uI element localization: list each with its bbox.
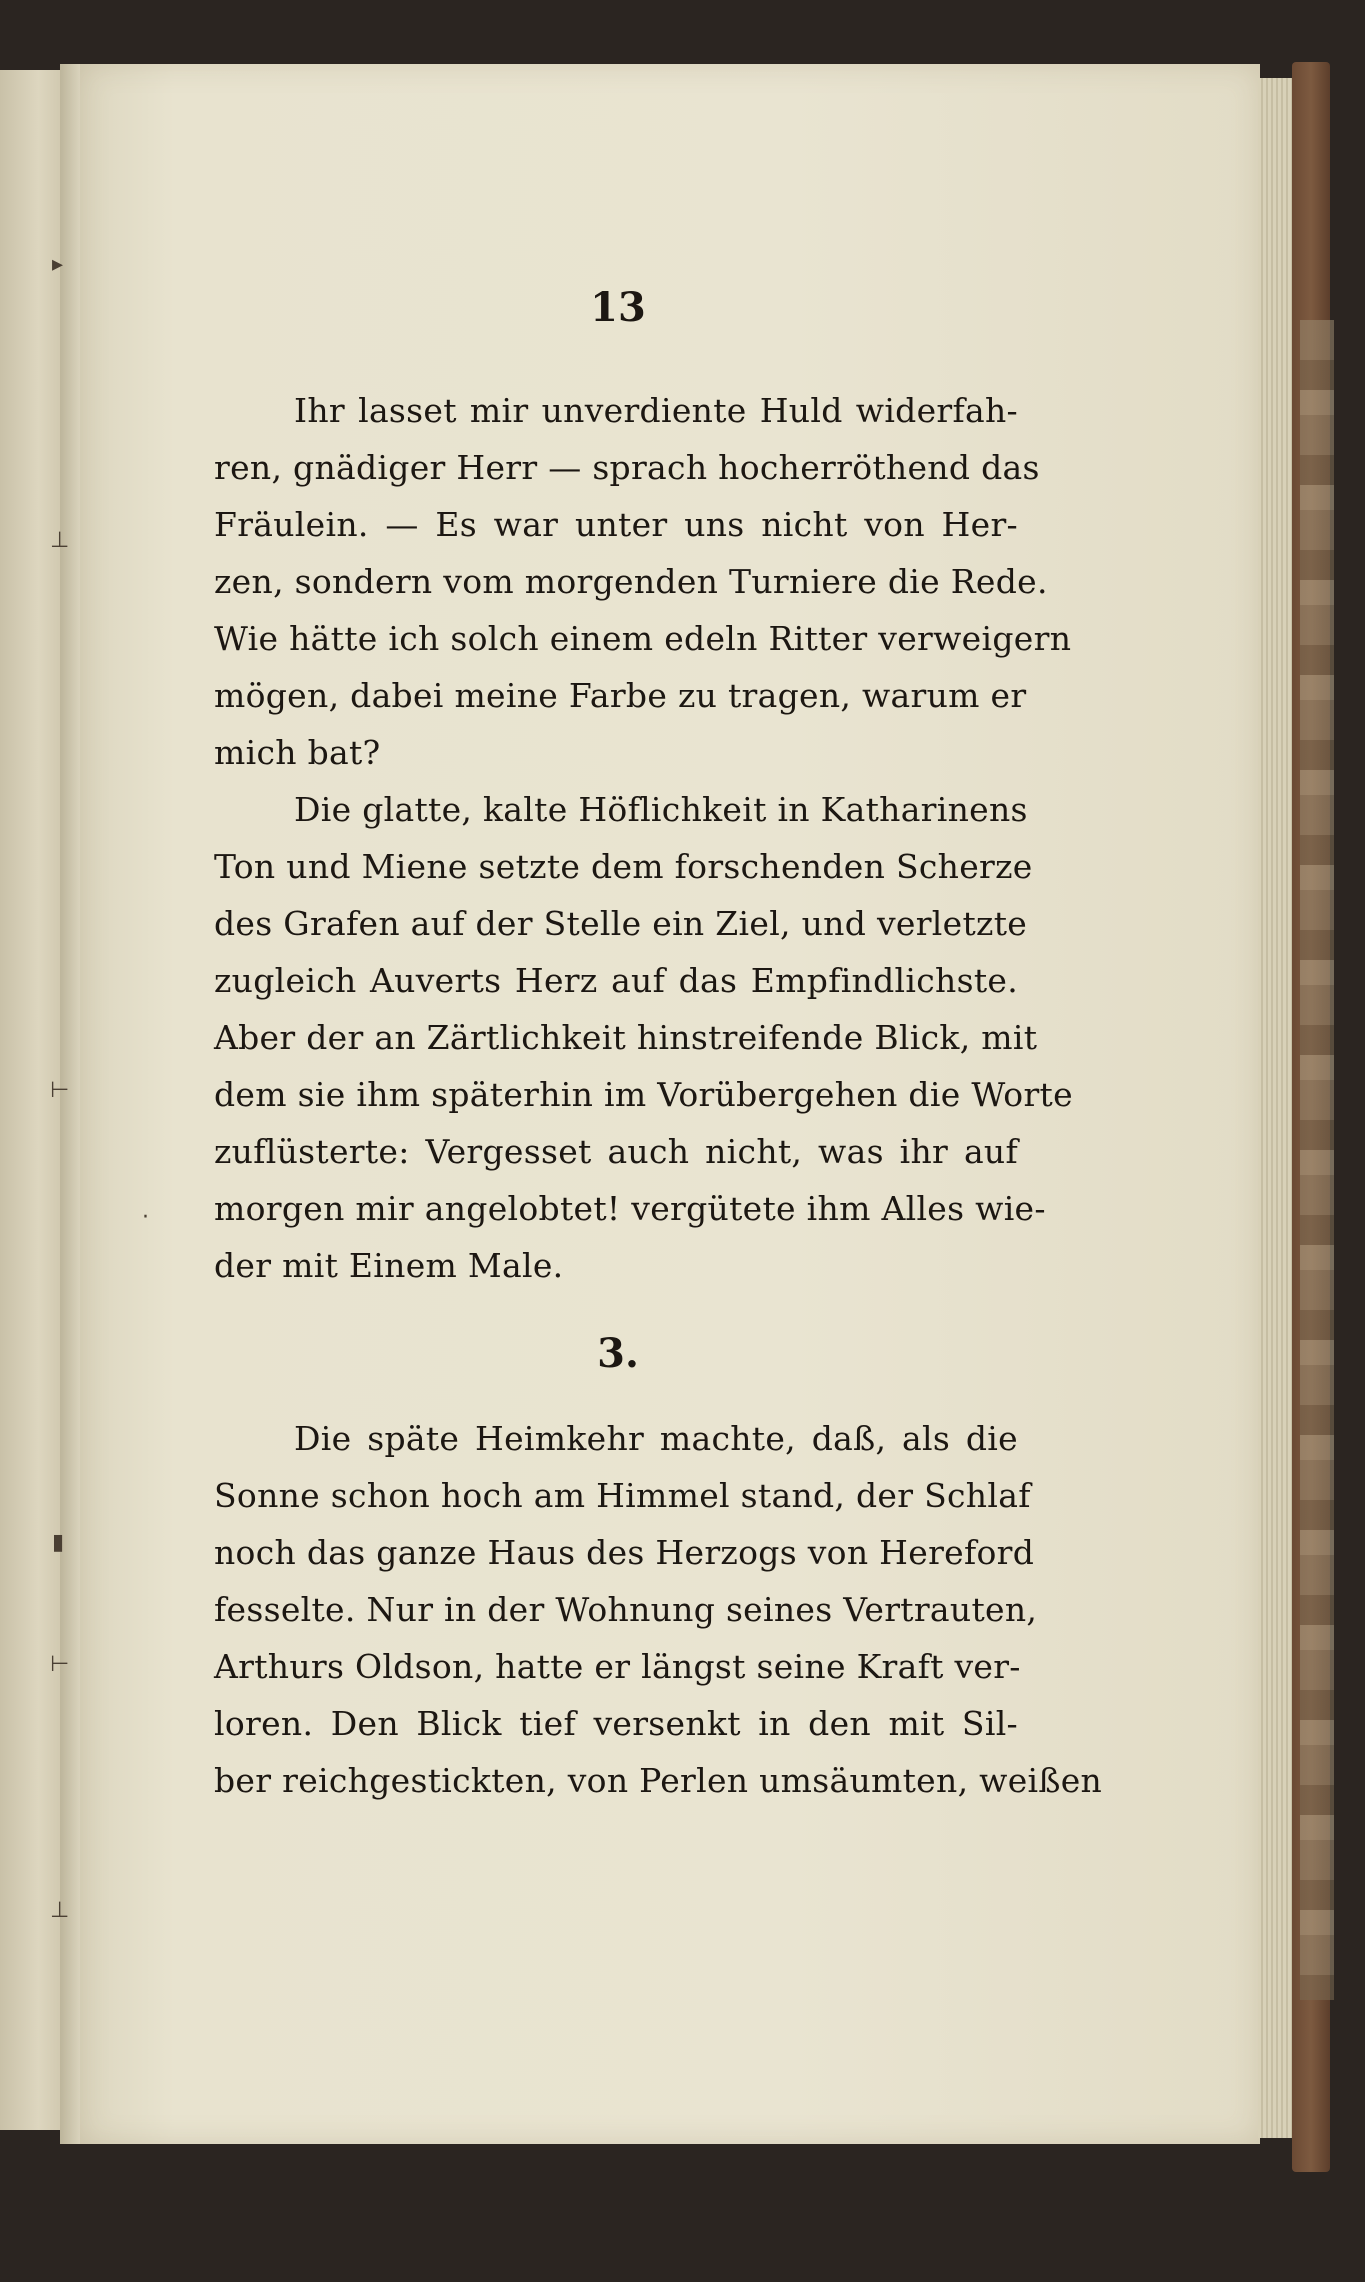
paragraph-1: [214, 382, 1072, 781]
text-line: dem sie ihm späterhin im Vorübergehen die Worte: [214, 1075, 1073, 1114]
margin-mark: ·: [142, 1205, 149, 1230]
text-line: ren, gnädiger Herr — sprach hocherröthend das: [214, 448, 1040, 487]
margin-mark: ▸: [52, 252, 64, 277]
text-line: mögen, dabei meine Farbe zu tragen, warum er: [214, 676, 1027, 715]
text-line: des Grafen auf der Stelle ein Ziel, und verletzte: [214, 904, 1028, 943]
text-line: loren. Den Blick tief versenkt in den mit Sil-: [214, 1704, 1018, 1743]
text-line: Die späte Heimkehr machte, daß, als die: [294, 1419, 1018, 1458]
text-line: Ton und Miene setzte dem forschenden Scherze: [214, 847, 1033, 886]
text-line: Ihr lasset mir unverdiente Huld widerfah-: [294, 391, 1018, 430]
paragraph-3: [214, 1410, 1103, 1809]
margin-mark: ⊢: [50, 1652, 70, 1677]
margin-mark: ⊥: [50, 528, 70, 553]
text-line: Fräulein. — Es war unter uns nicht von Her-: [214, 505, 1018, 544]
text-line: zuflüsterte: Vergesset auch nicht, was ihr auf: [214, 1132, 1018, 1171]
margin-mark: ▮: [52, 1530, 65, 1555]
text-line: morgen mir angelobtet! vergütete ihm Alles wie-: [214, 1189, 1046, 1228]
text-line: fesselte. Nur in der Wohnung seines Vertrauten,: [214, 1590, 1038, 1629]
margin-mark: ⊢: [50, 1078, 70, 1103]
text-line: zen, sondern vom morgenden Turniere die Rede.: [214, 562, 1048, 601]
text-line: Sonne schon hoch am Himmel stand, der Schlaf: [214, 1476, 1031, 1515]
text-line: zugleich Auverts Herz auf das Empfindlichste.: [214, 961, 1018, 1000]
text-line: Aber der an Zärtlichkeit hinstreifende Blick, mit: [214, 1018, 1038, 1057]
section-number: 3.: [597, 1330, 639, 1377]
text-line: Wie hätte ich solch einem edeln Ritter verweigern: [214, 619, 1072, 658]
paragraph-2: [214, 781, 1073, 1294]
text-line: Die glatte, kalte Höflichkeit in Katharinens: [294, 790, 1028, 829]
text-line: ber reichgestickten, von Perlen umsäumten, weißen: [214, 1761, 1103, 1800]
cover-wear: [1300, 320, 1334, 2000]
text-line: der mit Einem Male.: [214, 1246, 564, 1285]
page-number: 13: [590, 284, 646, 331]
text-line: Arthurs Oldson, hatte er längst seine Kraft ver-: [214, 1647, 1021, 1686]
text-line: noch das ganze Haus des Herzogs von Hereford: [214, 1533, 1035, 1572]
margin-mark: ⊥: [50, 1898, 70, 1923]
text-line: mich bat?: [214, 733, 381, 772]
